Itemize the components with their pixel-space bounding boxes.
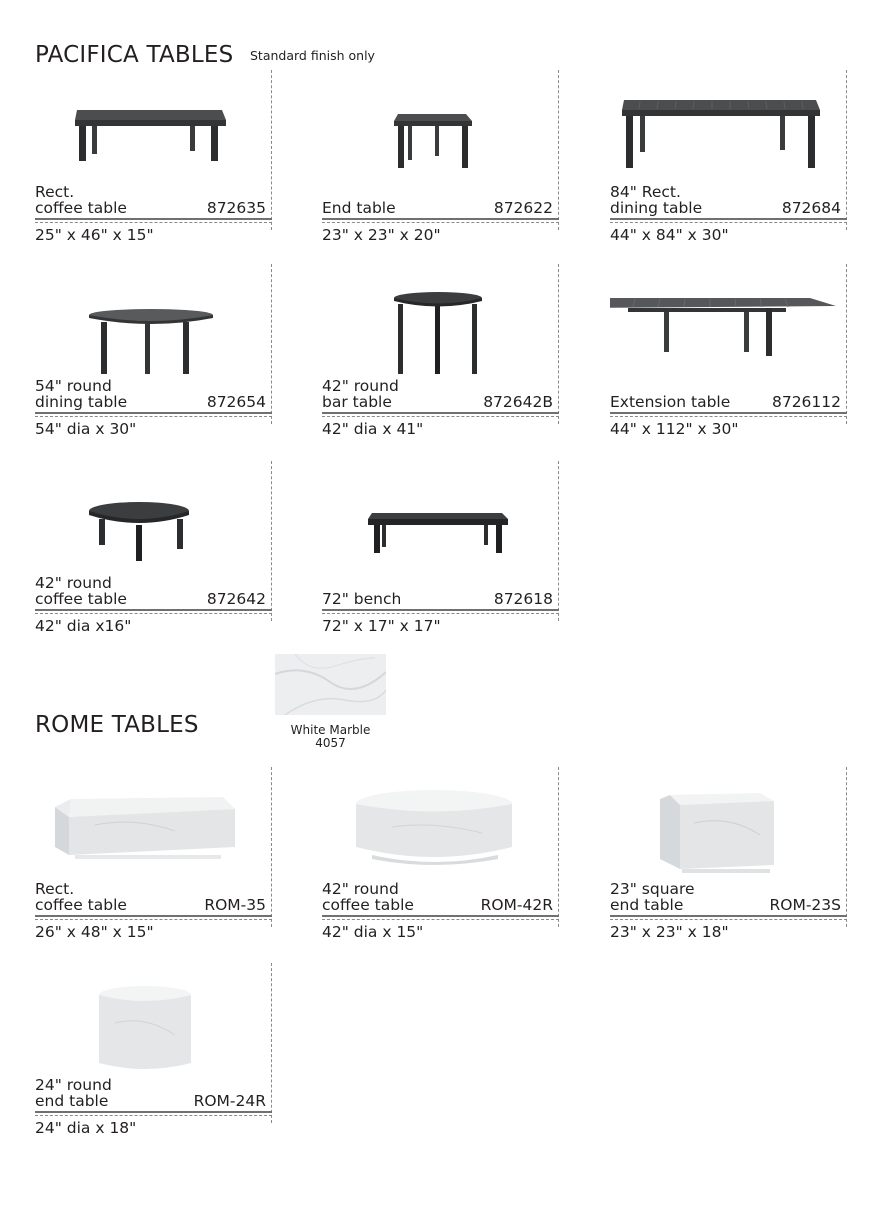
divider-rule [35,412,272,417]
divider [271,70,272,230]
product-dimensions: 23" x 23" x 20" [322,226,441,244]
rome-rect-coffee-table-image [35,767,265,877]
divider [271,963,272,1123]
product-name: 72" bench [322,590,402,608]
product-name: 42" round coffee table [322,880,414,914]
product-name: 24" round end table [35,1076,112,1110]
end-table-image [322,70,552,180]
product-code: ROM-42R [480,896,553,914]
product-name: 23" square end table [610,880,695,914]
rome-round-coffee-table-image [322,767,552,877]
product-code: 872654 [206,393,266,411]
round-dining-table-image [35,264,265,374]
product-code: 872635 [206,199,266,217]
divider-rule [35,1111,272,1116]
product-dimensions: 54" dia x 30" [35,420,137,438]
product-code: 872618 [493,590,553,608]
product-code: ROM-35 [204,896,266,914]
round-coffee-table-image [35,461,265,571]
product-card [610,70,843,255]
divider-rule [610,412,847,417]
product-card [322,70,555,255]
product-name: 42" round coffee table [35,574,127,608]
rome-heading: ROME TABLES [35,712,199,738]
divider [558,767,559,927]
pacifica-heading: PACIFICA TABLES [35,42,234,68]
divider-rule [35,218,272,223]
rome-square-end-table-image [610,767,840,877]
divider [558,70,559,230]
white-marble-swatch [275,654,386,715]
product-card [322,461,555,646]
product-card [35,264,268,449]
divider-rule [322,915,559,920]
product-name: 84" Rect. dining table [610,183,703,217]
divider [846,767,847,927]
rect-coffee-table-image [35,70,265,180]
product-name: 42" round bar table [322,377,399,411]
product-name: End table [322,199,396,217]
product-card [322,767,555,952]
product-card [35,963,268,1148]
product-card [35,461,268,646]
divider [846,70,847,230]
product-card [610,264,843,449]
product-code: 872642B [483,393,553,411]
product-dimensions: 42" dia x 41" [322,420,424,438]
product-dimensions: 25" x 46" x 15" [35,226,154,244]
product-card [322,264,555,449]
finish-note: Standard finish only [250,48,375,63]
divider-rule [35,609,272,614]
product-code: ROM-23S [769,896,841,914]
extension-table-image [610,264,840,374]
divider [271,264,272,424]
rect-dining-table-image [610,70,840,180]
swatch-code: 4057 [315,736,346,750]
divider [271,767,272,927]
product-code: 872622 [493,199,553,217]
product-name: Rect. coffee table [35,183,127,217]
divider [846,264,847,424]
product-name: Extension table [610,393,731,411]
rome-round-end-table-image [35,963,265,1073]
product-dimensions: 42" dia x16" [35,617,132,635]
product-card [35,70,268,255]
divider [558,264,559,424]
product-card [35,767,268,952]
divider [271,461,272,621]
product-dimensions: 44" x 84" x 30" [610,226,729,244]
divider-rule [35,915,272,920]
divider [558,461,559,621]
product-dimensions: 23" x 23" x 18" [610,923,729,941]
product-dimensions: 26" x 48" x 15" [35,923,154,941]
product-name: 54" round dining table [35,377,128,411]
bench-image [322,461,552,571]
product-code: 872642 [206,590,266,608]
divider-rule [610,218,847,223]
product-dimensions: 72" x 17" x 17" [322,617,441,635]
swatch-label: White Marble [290,723,371,737]
divider-rule [322,218,559,223]
product-dimensions: 44" x 112" x 30" [610,420,739,438]
round-bar-table-image [322,264,552,374]
product-code: 8726112 [771,393,841,411]
product-code: 872684 [781,199,841,217]
product-name: Rect. coffee table [35,880,127,914]
product-dimensions: 42" dia x 15" [322,923,424,941]
product-card [610,767,843,952]
divider-rule [322,609,559,614]
divider-rule [322,412,559,417]
product-code: ROM-24R [193,1092,266,1110]
divider-rule [610,915,847,920]
product-dimensions: 24" dia x 18" [35,1119,137,1137]
